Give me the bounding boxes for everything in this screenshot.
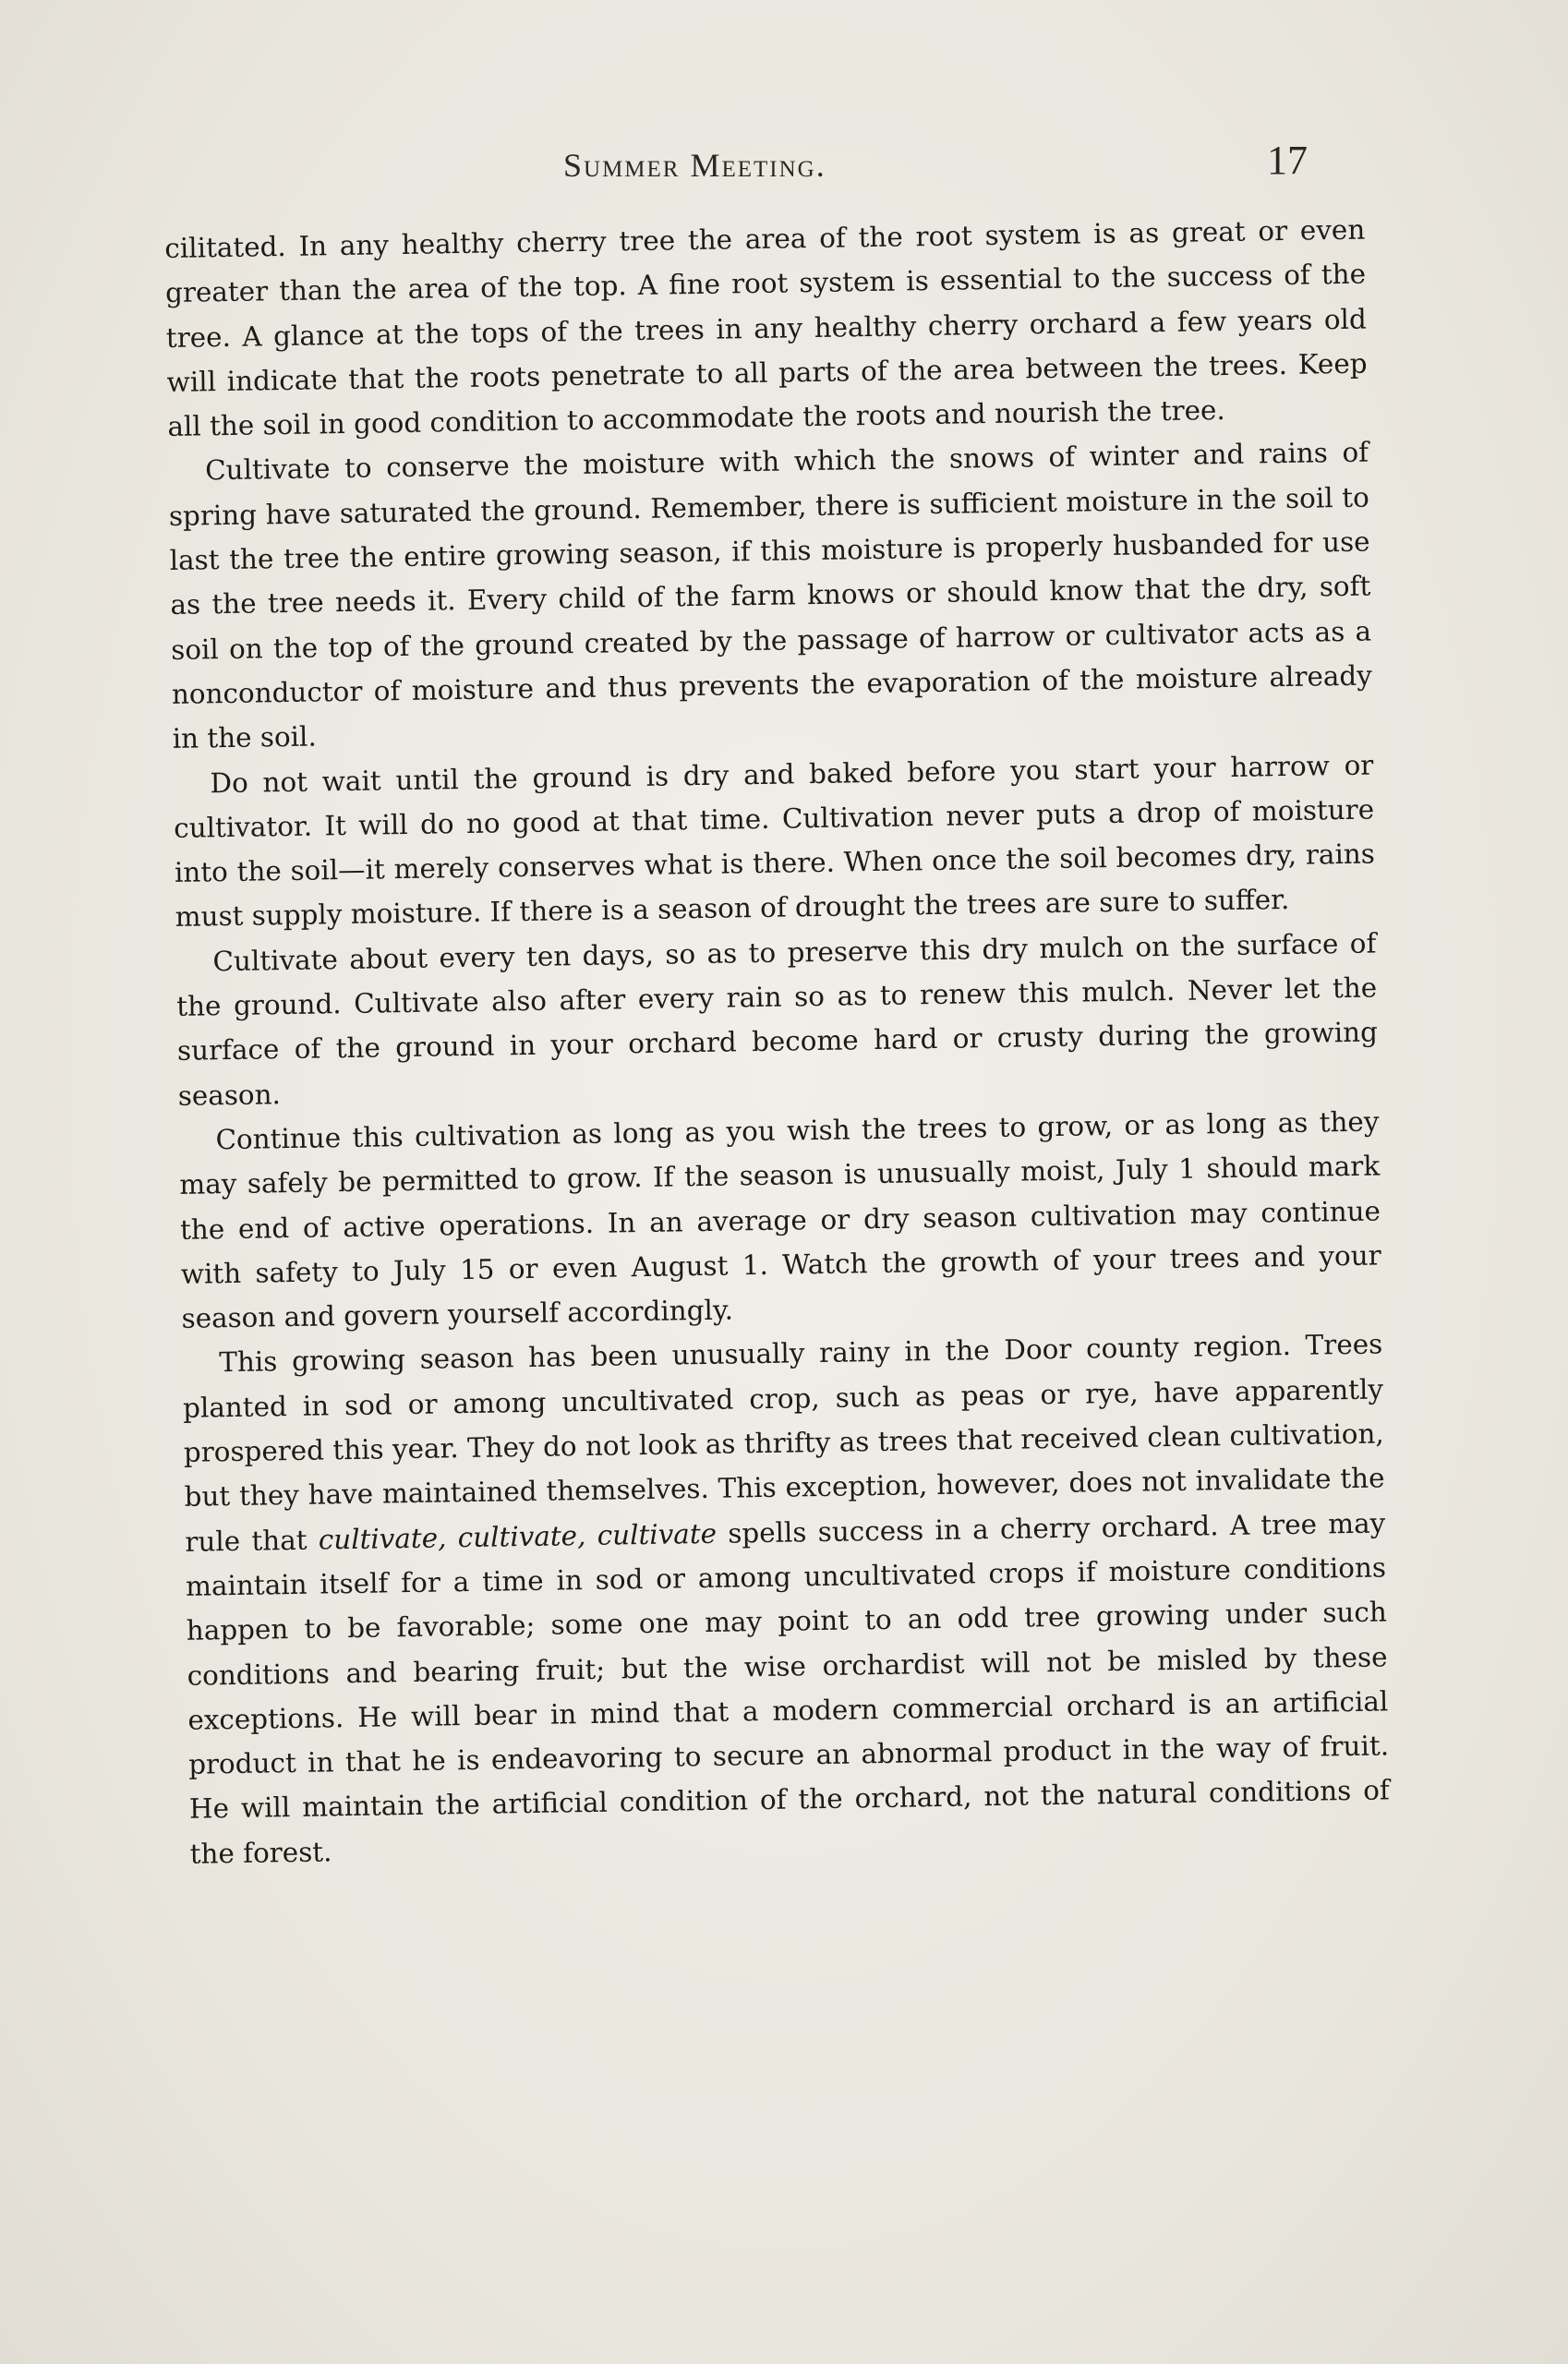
- running-head: Summer Meeting.: [563, 147, 826, 184]
- page-header: [0, 137, 1568, 192]
- paragraph: [168, 430, 1373, 761]
- paragraph: [164, 208, 1369, 450]
- body-text: [164, 208, 1391, 1876]
- paragraph-text: Continue this cultivation as long as you wish the trees to grow, or as long as they may safely be permitted to grow. If the season is unusually moist, July 1 should mark the end of active operations. In an average or dry season cultivation may continue with safety to July 15 or even August 1. Watch the growth of your trees and your season and govern yourself accordingly.: [179, 1105, 1381, 1334]
- paragraph-text: This growing season has been unusually rainy in the Door county region. Trees planted in sod or among uncultivated crop, such as peas or rye, have apparently prospered this year. They do not look as thrifty as trees that received clean cultivation, but they have maintained themselves. This exception, however, does not invalidate the rule that: [182, 1328, 1385, 1558]
- italic-emphasis: cultivate, cultivate, cultivate: [318, 1517, 718, 1556]
- paragraph-text: Cultivate about every ten days, so as to preserve this dry mulch on the surface of the ground. Cultivate also after every rain so as to renew this mulch. Never let the surface of the ground in your orchard become hard or crusty during the growing season.: [176, 927, 1379, 1112]
- paragraph-text: cilitated. In any healthy cherry tree the area of the root system is as great or even greater than the area of the top. A fine root system is essential to the success of the tree. A glance at the tops of the trees in any healthy cherry orchard a few years old will indicate that the roots penetrate to all parts of the area between the trees. Keep all the soil in good condition to accommodate the roots and nourish the tree.: [164, 213, 1368, 443]
- paragraph: [178, 1099, 1382, 1341]
- page-number: 17: [1267, 138, 1308, 183]
- paragraph: [182, 1322, 1391, 1876]
- paragraph-text: spells success in a cherry orchard. A tree may maintain itself for a time in sod or among uncultivated crops if moisture conditions happen to be favorable; some one may point to an odd tree growing under such conditions and bearing fruit; but the wise orchardist will not be misled by these exceptions. He will bear in mind that a modern commercial orchard is an artificial product in that he is endeavoring to secure an abnormal product in the way of fruit. He will maintain the artificial condition of the orchard, not the natural conditions of the forest.: [185, 1507, 1391, 1870]
- paragraph: [173, 742, 1376, 940]
- paragraph: [175, 921, 1379, 1118]
- paragraph-text: Do not wait until the ground is dry and baked before you start your harrow or cultivator. It will do no good at that time. Cultivation never puts a drop of moisture into the soil—it merely conserves what is there. When once the soil becomes dry, rains must supply moisture. If there is a season of drought the trees are sure to suffer.: [173, 749, 1376, 934]
- paragraph-text: Cultivate to conserve the moisture with which the snows of winter and rains of spring have saturated the ground. Remember, there is sufficient moisture in the soil to last the tree the entire growing season, if this moisture is properly husbanded for use as the tree needs it. Every child of the farm knows or should know that the dry, soft soil on the top of the ground created by the passage of harrow or cultivator acts as a nonconductor of moisture and thus prevents the evaporation of the moisture already in the soil.: [168, 437, 1373, 755]
